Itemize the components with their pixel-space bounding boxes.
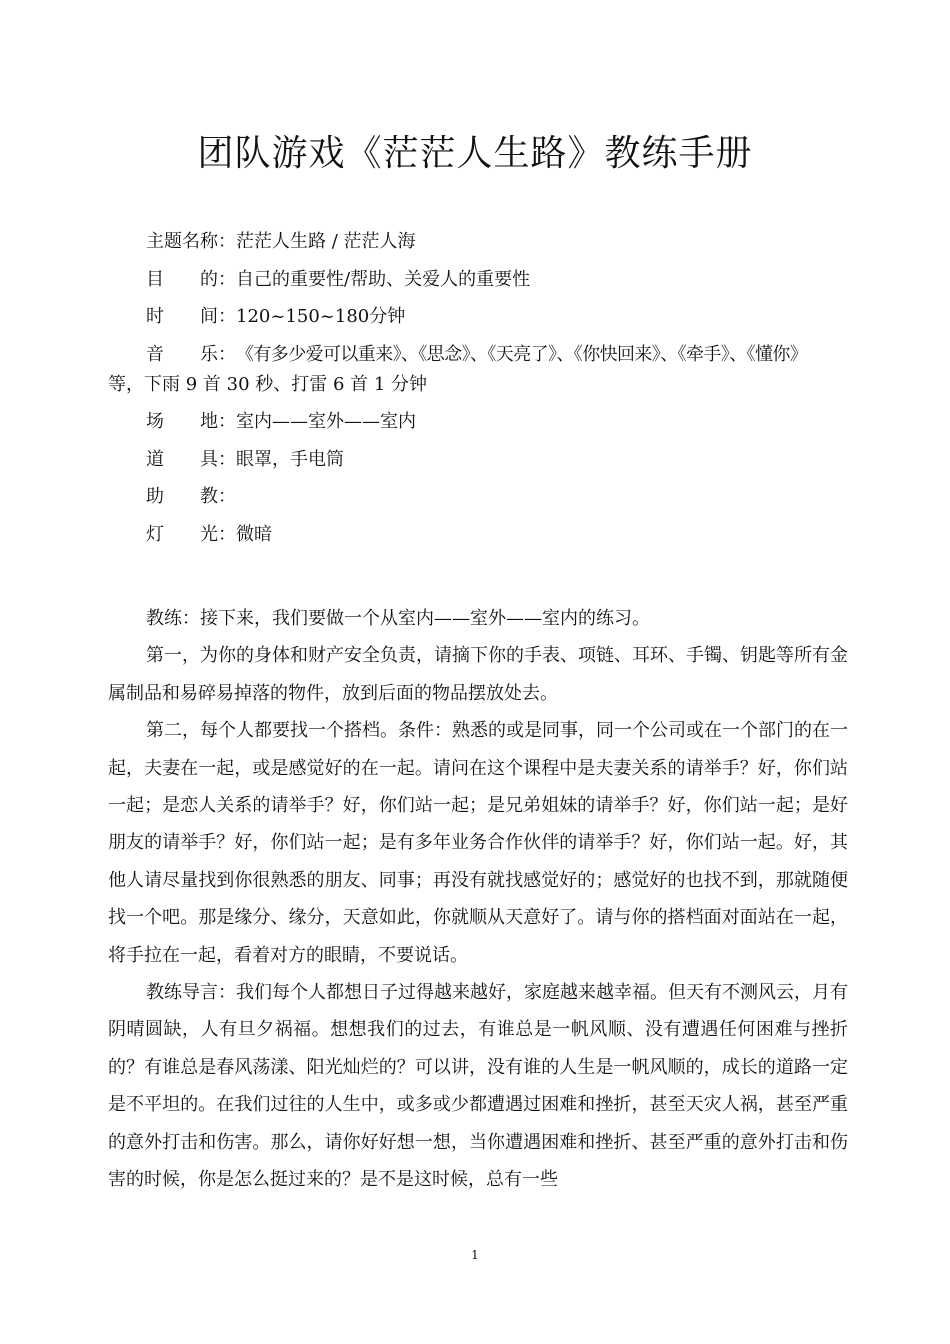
body-text — [108, 600, 848, 1199]
meta-label: 时 间： — [146, 306, 236, 327]
meta-value: 眼罩，手电筒 — [236, 448, 344, 470]
document-title: 团队游戏《茫茫人生路》教练手册 — [197, 133, 753, 174]
meta-value: 《有多少爱可以重来》、《思念》、《天亮了》、《你快回来》、《牵手》、《懂你》 — [236, 343, 808, 365]
meta-label: 助 教： — [146, 486, 236, 507]
meta-value — [236, 482, 848, 520]
meta-block — [108, 227, 848, 557]
meta-label: 音 乐： — [146, 343, 236, 365]
meta-row-music — [108, 340, 848, 408]
page-number: 1 — [471, 1248, 479, 1262]
paragraph: 第二，每个人都要找一个搭档。条件：熟悉的或是同事，同一个公司或在一个部门的在一起，夫妻在一起，或是感觉好的在一起。请问在这个课程中是夫妻关系的请举手？好，你们站一起；是恋人关系的请举手？好，你们站一起；是兄弟姐妹的请举手？好，你们站一起；是好朋友的请举手？好，你们站一起；是有多年业务合作伙伴的请举手？好，你们站一起。好，其他人请尽量找到你很熟悉的朋友、同事；再没有就找感觉好的；感觉好的也找不到，那就随便找一个吧。那是缘分、缘分，天意如此，你就顺从天意好了。请与你的搭档面对面站在一起，将手拉在一起，看着对方的眼睛，不要说话。 — [108, 720, 848, 966]
meta-value-continued: 等，下雨 9 首 30 秒、打雷 6 首 1 分钟 — [108, 373, 428, 395]
meta-row-lighting — [108, 520, 848, 558]
meta-label: 目 的： — [146, 268, 236, 290]
paragraph: 第一，为你的身体和财产安全负责，请摘下你的手表、项链、耳环、手镯、钥匙等所有金属制品和易碎易掉落的物件，放到后面的物品摆放处去。 — [108, 645, 848, 704]
meta-value: 自己的重要性/帮助、关爱人的重要性 — [236, 268, 531, 290]
meta-value: 室内——室外——室内 — [236, 411, 416, 432]
meta-label: 灯 光： — [146, 523, 236, 545]
paragraph: 教练导言：我们每个人都想日子过得越来越好，家庭越来越幸福。但天有不测风云，月有阴晴圆缺，人有旦夕祸福。想想我们的过去，有谁总是一帆风顺、没有遭遇任何困难与挫折的？有谁总是春风荡漾、阳光灿烂的？可以讲，没有谁的人生是一帆风顺的，成长的道路一定是不平坦的。在我们过往的人生中，或多或少都遭遇过困难和挫折，甚至天灾人祸，甚至严重的意外打击和伤害。那么，请你好好想一想，当你遭遇困难和挫折、甚至严重的意外打击和伤害的时候，你是怎么挺过来的？是不是这时候，总有一些 — [108, 982, 848, 1191]
meta-value: 茫茫人生路 / 茫茫人海 — [236, 231, 416, 252]
meta-label: 主题名称： — [146, 231, 236, 252]
meta-label: 场 地： — [146, 411, 236, 432]
meta-row-props — [108, 445, 848, 483]
meta-row-venue — [108, 407, 848, 445]
meta-label: 道 具： — [146, 448, 236, 470]
meta-value: 120~150~180分钟 — [236, 306, 406, 327]
meta-row-time — [108, 302, 848, 340]
meta-row-purpose — [108, 265, 848, 303]
meta-value: 微暗 — [236, 523, 272, 545]
paragraph: 教练：接下来，我们要做一个从室内——室外——室内的练习。 — [146, 608, 650, 629]
meta-row-assistant — [108, 482, 848, 520]
meta-row-theme — [108, 227, 848, 265]
